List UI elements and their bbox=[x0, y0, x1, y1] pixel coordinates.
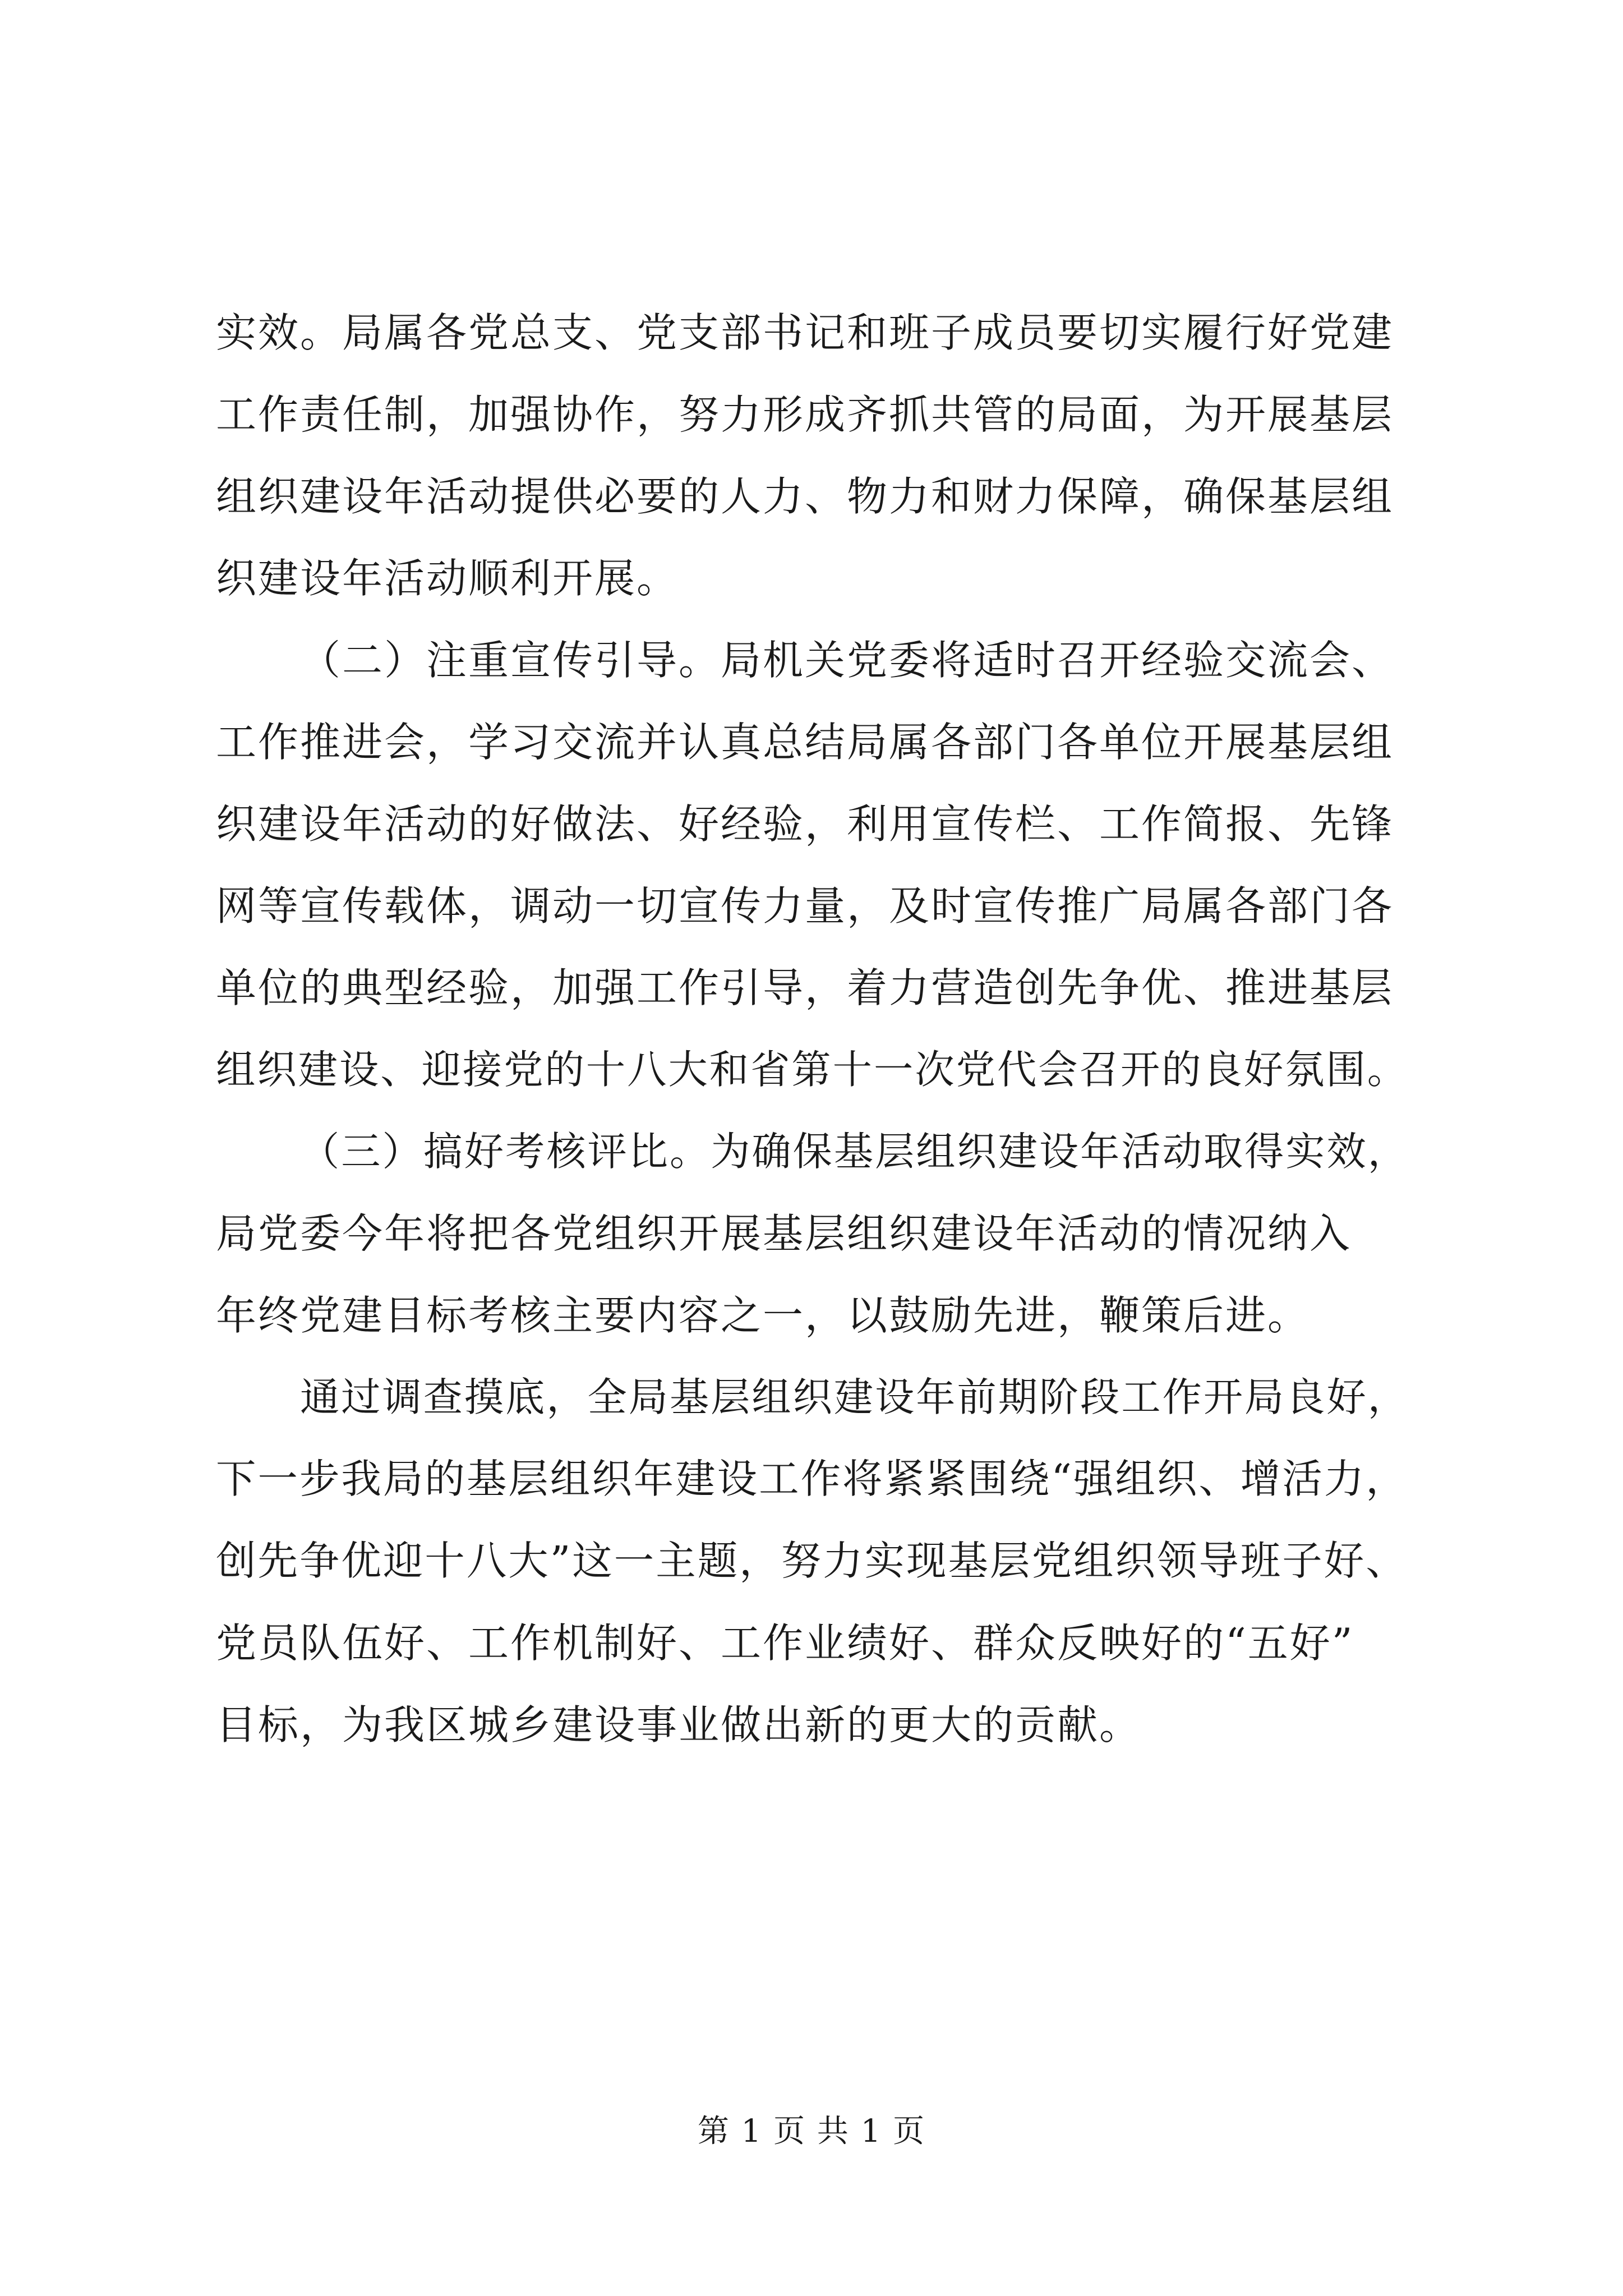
text-line: 党员队伍好、工作机制好、工作业绩好、群众反映好的“五好” bbox=[216, 1619, 1354, 1667]
text-line: 通过调查摸底，全局基层组织建设年前期阶段工作开局良好， bbox=[300, 1374, 1409, 1420]
text-line: 织建设年活动顺利开展。 bbox=[216, 555, 679, 602]
text-line: （三）搞好考核评比。为确保基层组织建设年活动取得实效， bbox=[300, 1129, 1409, 1175]
text-line: 工作责任制，加强协作，努力形成齐抓共管的局面，为开展基层 bbox=[216, 391, 1394, 438]
text-line: 组织建设、迎接党的十八大和省第十一次党代会召开的良好氛围。 bbox=[216, 1047, 1409, 1093]
text-line: 工作推进会，学习交流并认真总结局属各部门各单位开展基层组 bbox=[216, 719, 1394, 766]
text-line: 目标，为我区城乡建设事业做出新的更大的贡献。 bbox=[216, 1701, 1142, 1749]
text-line: （二）注重宣传引导。局机关党委将适时召开经验交流会、 bbox=[300, 637, 1394, 684]
text-line: 网等宣传载体，调动一切宣传力量，及时宣传推广局属各部门各 bbox=[216, 882, 1394, 930]
document-body bbox=[216, 292, 1413, 1766]
text-line: 局党委今年将把各党组织开展基层组织建设年活动的情况纳入 bbox=[216, 1210, 1352, 1257]
text-line: 实效。局属各党总支、党支部书记和班子成员要切实履行好党建 bbox=[216, 309, 1394, 356]
text-line: 创先争优迎十八大”这一主题，努力实现基层党组织领导班子好、 bbox=[216, 1538, 1408, 1584]
text-line: 组织建设年活动提供必要的人力、物力和财力保障，确保基层组 bbox=[216, 473, 1394, 520]
page-footer: 第 1 页 共 1 页 bbox=[697, 2113, 926, 2150]
text-line: 年终党建目标考核主要内容之一，以鼓励先进，鞭策后进。 bbox=[216, 1292, 1310, 1339]
text-line: 织建设年活动的好做法、好经验，利用宣传栏、工作简报、先锋 bbox=[216, 800, 1394, 848]
text-line: 下一步我局的基层组织年建设工作将紧紧围绕“强组织、增活力， bbox=[216, 1456, 1408, 1502]
text-line: 单位的典型经验，加强工作引导，着力营造创先争优、推进基层 bbox=[216, 964, 1394, 1011]
